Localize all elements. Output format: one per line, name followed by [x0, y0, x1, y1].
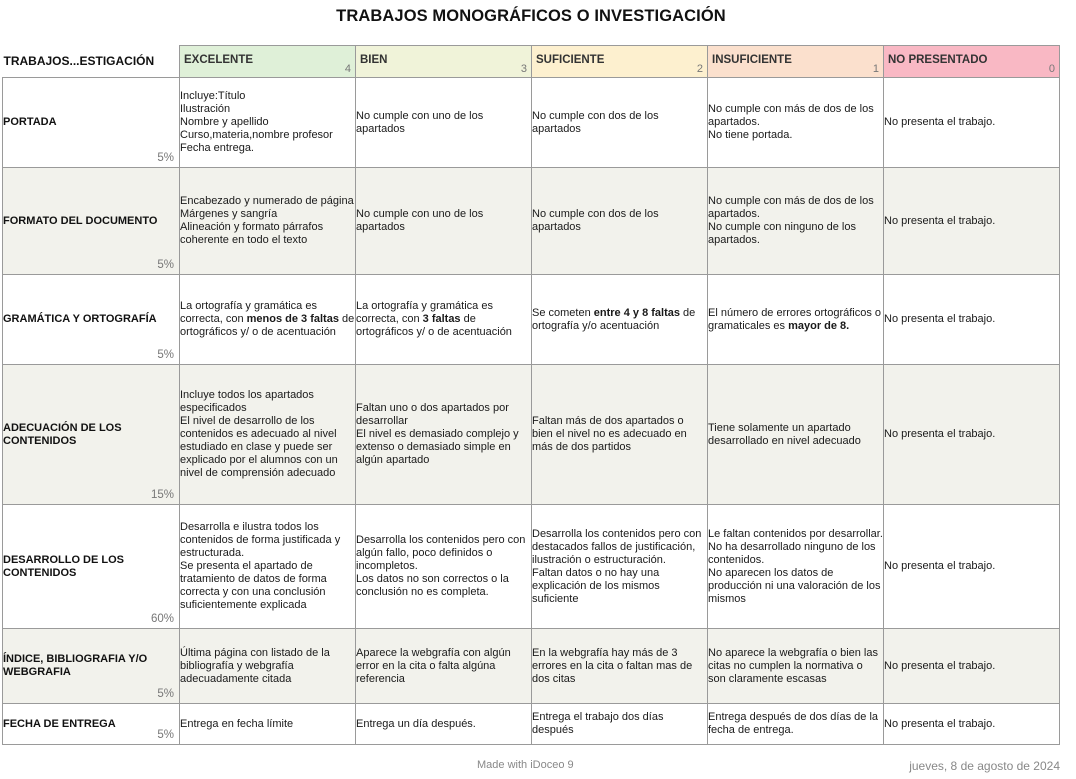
descriptor-cell[interactable]: Entrega el trabajo dos días después — [532, 704, 708, 745]
rubric-table — [2, 45, 1060, 745]
criterion-weight: 5% — [157, 152, 174, 164]
descriptor-cell[interactable]: No presenta el trabajo. — [884, 365, 1060, 505]
rubric-row — [3, 78, 1060, 168]
descriptor-cell[interactable]: Encabezado y numerado de página Márgenes y sangría Alineación y formato párrafos coherente en todo el texto — [180, 168, 356, 275]
descriptor-cell[interactable]: Desarrolla e ilustra todos los contenidos de forma justificada y estructurada. Se presenta el apartado de tratamiento de datos de forma correcta y con una conclusión suficientemente explicada — [180, 505, 356, 629]
level-name: INSUFICIENTE — [712, 54, 792, 66]
rubric-name: TRABAJOS...ESTIGACIÓN — [3, 46, 180, 78]
descriptor-cell[interactable]: No presenta el trabajo. — [884, 275, 1060, 365]
criterion-name: PORTADA — [3, 116, 57, 128]
criterion-name: DESARROLLO DE LOS CONTENIDOS — [3, 553, 125, 579]
page-title: TRABAJOS MONOGRÁFICOS O INVESTIGACIÓN — [336, 7, 726, 25]
descriptor-cell[interactable]: No cumple con más de dos de los apartados. No tiene portada. — [708, 78, 884, 168]
level-header-insuficiente — [708, 46, 884, 78]
criterion-cell — [3, 168, 180, 275]
level-header-no-presentado — [884, 46, 1060, 78]
descriptor-cell[interactable]: Desarrolla los contenidos pero con destacados fallos de justificación, ilustración o estructuración. Faltan datos o no hay una explicación de los mismos suficiente — [532, 505, 708, 629]
descriptor-cell[interactable]: Entrega después de dos días de la fecha de entrega. — [708, 704, 884, 745]
criterion-weight: 15% — [150, 489, 174, 501]
descriptor-cell[interactable]: El número de errores ortográficos o gramaticales es mayor de 8. — [708, 275, 884, 365]
level-score: 4 — [344, 63, 351, 75]
descriptor-cell[interactable]: La ortografía y gramática es correcta, con 3 faltas de ortográficos y/ o de acentuación — [356, 275, 532, 365]
criterion-name: GRAMÁTICA Y ORTOGRAFÍA — [3, 313, 157, 325]
level-name: EXCELENTE — [184, 54, 254, 66]
level-name: SUFICIENTE — [536, 54, 605, 66]
descriptor-cell[interactable]: Faltan más de dos apartados o bien el nivel no es adecuado en más de dos partidos — [532, 365, 708, 505]
rubric-row — [3, 168, 1060, 275]
descriptor-cell[interactable]: No cumple con dos de los apartados — [532, 78, 708, 168]
descriptor-cell[interactable]: Aparece la webgrafía con algún error en la cita o falta algúna referencia — [356, 629, 532, 704]
criterion-weight: 60% — [150, 613, 174, 625]
descriptor-cell[interactable]: No aparece la webgrafía o bien las citas no cumplen la normativa o son claramente escasas — [708, 629, 884, 704]
level-score: 3 — [520, 63, 527, 75]
level-name: BIEN — [360, 54, 388, 66]
descriptor-cell[interactable]: No cumple con dos de los apartados — [532, 168, 708, 275]
header-row — [3, 46, 1060, 78]
criterion-cell — [3, 505, 180, 629]
descriptor-cell[interactable]: No presenta el trabajo. — [884, 704, 1060, 745]
criterion-weight: 5% — [157, 729, 174, 741]
descriptor-cell[interactable]: Desarrolla los contenidos pero con algún fallo, poco definidos o incompletos. Los datos no son correctos o la conclusión no es completa. — [356, 505, 532, 629]
rubric-row — [3, 629, 1060, 704]
descriptor-cell[interactable]: No presenta el trabajo. — [884, 505, 1060, 629]
criterion-cell — [3, 704, 180, 745]
level-name: NO PRESENTADO — [888, 54, 988, 66]
descriptor-cell[interactable]: No cumple con más de dos de los apartados. No cumple con ninguno de los apartados. — [708, 168, 884, 275]
level-header-excelente — [180, 46, 356, 78]
descriptor-cell[interactable]: No presenta el trabajo. — [884, 629, 1060, 704]
rubric-row — [3, 505, 1060, 629]
criterion-name: ADECUACIÓN DE LOS CONTENIDOS — [3, 421, 122, 447]
criterion-cell — [3, 78, 180, 168]
footer-date: jueves, 8 de agosto de 2024 — [909, 759, 1060, 773]
criterion-name: ÍNDICE, BIBLIOGRAFIA Y/O WEBGRAFIA — [3, 653, 148, 678]
descriptor-cell[interactable]: Se cometen entre 4 y 8 faltas de ortografía y/o acentuación — [532, 275, 708, 365]
rubric-row — [3, 275, 1060, 365]
descriptor-cell[interactable]: Entrega un día después. — [356, 704, 532, 745]
criterion-cell — [3, 275, 180, 365]
descriptor-cell[interactable]: Faltan uno o dos apartados por desarrollar El nivel es demasiado complejo y extenso o demasiado simple en algún apartado — [356, 365, 532, 505]
rubric-row — [3, 365, 1060, 505]
descriptor-cell[interactable]: Tiene solamente un apartado desarrollado en nivel adecuado — [708, 365, 884, 505]
criterion-weight: 5% — [157, 259, 174, 271]
level-score: 2 — [696, 63, 703, 75]
level-score: 1 — [872, 63, 879, 75]
rubric-row — [3, 704, 1060, 745]
descriptor-cell[interactable]: Entrega en fecha límite — [180, 704, 356, 745]
descriptor-cell[interactable]: Le faltan contenidos por desarrollar. No ha desarrollado ninguno de los contenidos. No aparecen los datos de producción ni una valoración de los mismos — [708, 505, 884, 629]
descriptor-cell[interactable]: En la webgrafía hay más de 3 errores en la cita o faltan mas de dos citas — [532, 629, 708, 704]
descriptor-cell[interactable]: Última página con listado de la bibliografía y webgrafía adecuadamente citada — [180, 629, 356, 704]
descriptor-cell[interactable]: No presenta el trabajo. — [884, 168, 1060, 275]
made-with-label: Made with iDoceo 9 — [477, 759, 574, 771]
descriptor-cell[interactable]: No presenta el trabajo. — [884, 78, 1060, 168]
descriptor-cell[interactable]: No cumple con uno de los apartados — [356, 168, 532, 275]
criterion-cell — [3, 365, 180, 505]
criterion-weight: 5% — [157, 688, 174, 700]
descriptor-cell[interactable]: No cumple con uno de los apartados — [356, 78, 532, 168]
descriptor-cell[interactable]: Incluye todos los apartados especificados El nivel de desarrollo de los contenidos es adecuado al nivel estudiado en clase y puede ser explicado por el alumnos con un nivel de comprensión adecuado — [180, 365, 356, 505]
descriptor-cell[interactable]: Incluye:Título Ilustración Nombre y apellido Curso,materia,nombre profesor Fecha entrega. — [180, 78, 356, 168]
level-header-suficiente — [532, 46, 708, 78]
descriptor-cell[interactable]: La ortografía y gramática es correcta, con menos de 3 faltas de ortográficos y/ o de acentuación — [180, 275, 356, 365]
criterion-weight: 5% — [157, 349, 174, 361]
criterion-name: FECHA DE ENTREGA — [3, 717, 116, 730]
criterion-cell — [3, 629, 180, 704]
level-header-bien — [356, 46, 532, 78]
level-score: 0 — [1048, 63, 1055, 75]
criterion-name: FORMATO DEL DOCUMENTO — [3, 214, 158, 227]
